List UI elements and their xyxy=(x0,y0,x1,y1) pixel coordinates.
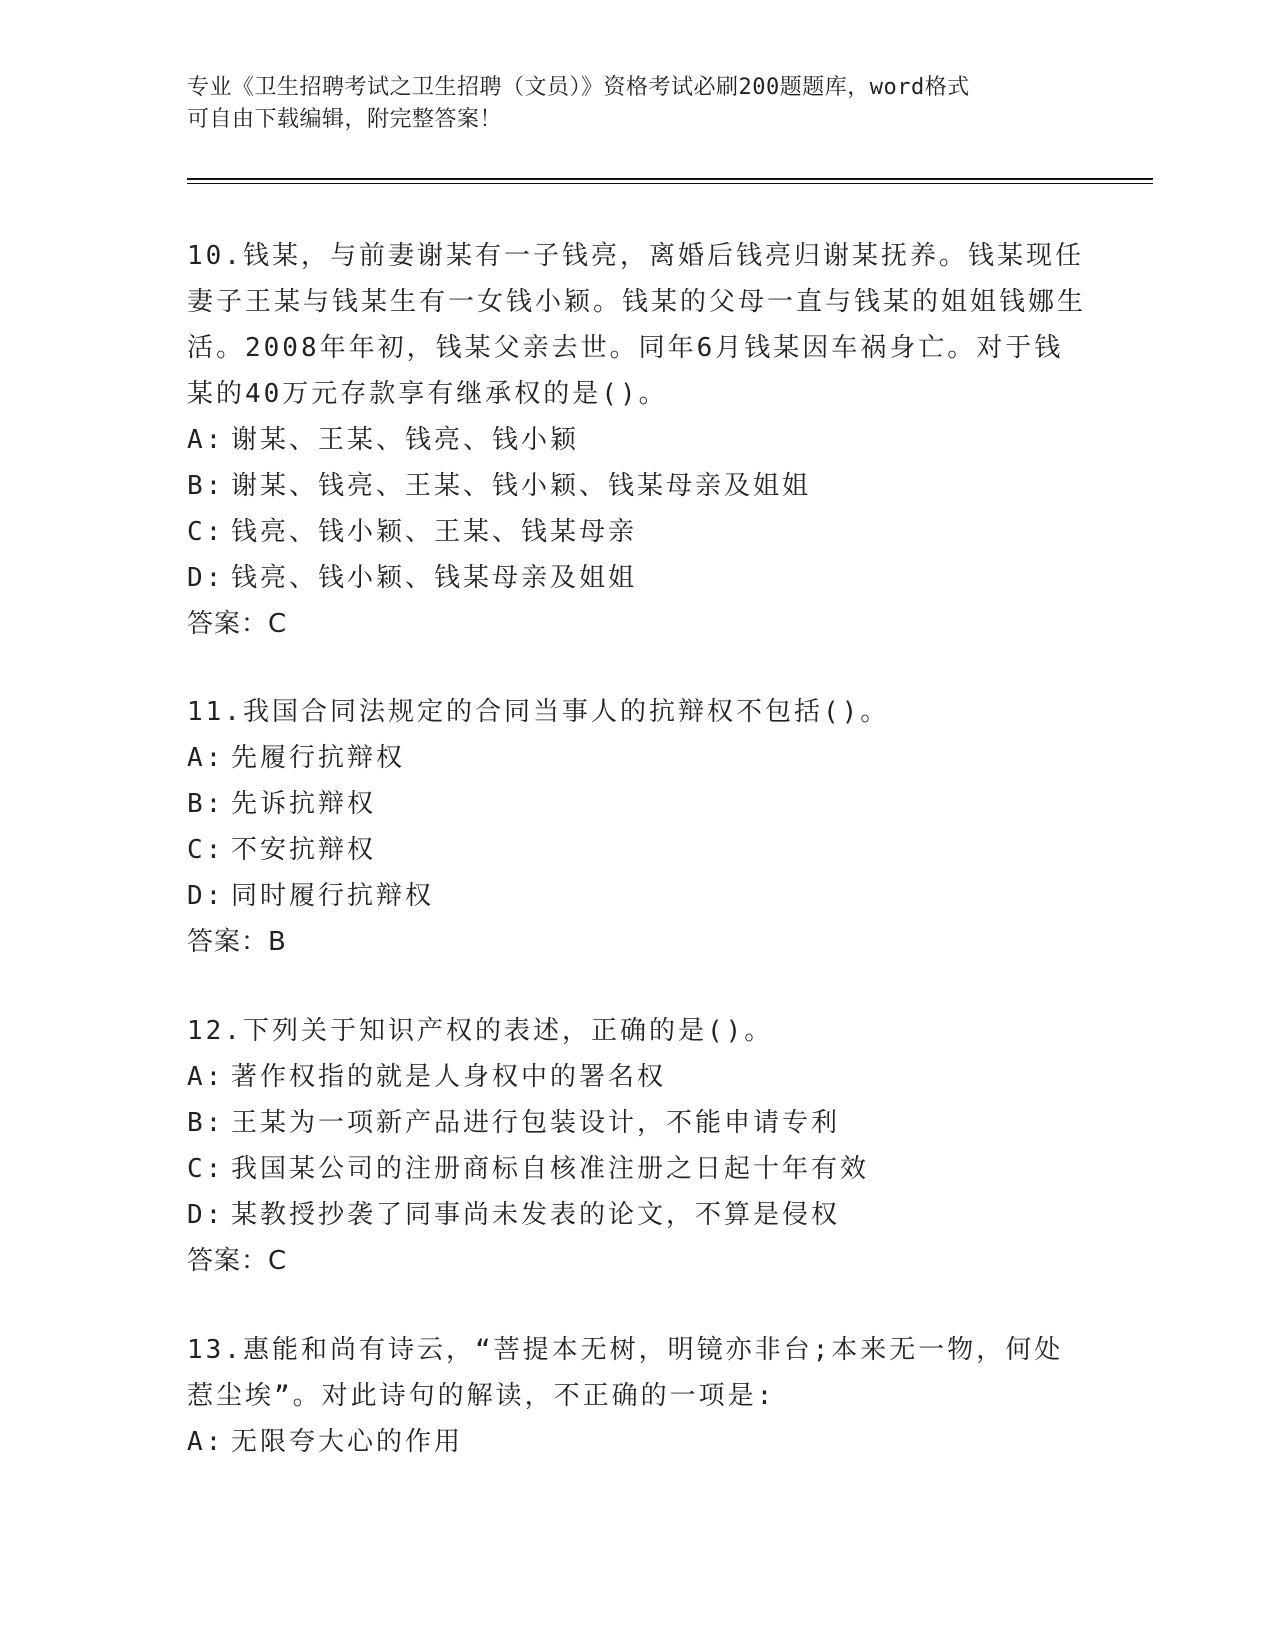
option-text: 先履行抗辩权 xyxy=(231,743,406,773)
question-stem: 13.惠能和尚有诗云，“菩提本无树，明镜亦非台;本来无一物，何处惹尘埃”。对此诗句的解读，不正确的一项是: xyxy=(187,1335,1064,1411)
option-letter: C: xyxy=(187,517,225,547)
question-stem: 10.钱某，与前妻谢某有一子钱亮，离婚后钱亮归谢某抚养。钱某现任妻子王某与钱某生有一女钱小颖。钱某的父母一直与钱某的姐姐钱娜生活。2008年年初，钱某父亲去世。同年6月钱某因车祸身亡。对于钱某的40万元存款享有继承权的是()。 xyxy=(187,241,1087,409)
document-header xyxy=(187,72,1087,136)
option-letter: D: xyxy=(187,1200,225,1230)
option-text: 某教授抄袭了同事尚未发表的论文，不算是侵权 xyxy=(231,1200,841,1230)
answer-line: 答案：C xyxy=(187,1246,288,1276)
option-text: 钱亮、钱小颖、王某、钱某母亲 xyxy=(231,517,638,547)
question-stem: 11.我国合同法规定的合同当事人的抗辩权不包括()。 xyxy=(187,697,890,727)
option-b xyxy=(187,463,1087,509)
option-letter: A: xyxy=(187,425,225,455)
option-letter: A: xyxy=(187,1062,225,1092)
option-letter: B: xyxy=(187,1108,225,1138)
option-d xyxy=(187,1192,1087,1238)
option-c xyxy=(187,509,1087,555)
option-a xyxy=(187,1419,1087,1465)
option-c xyxy=(187,827,1087,873)
header-divider-thin xyxy=(187,183,1153,184)
question-stem: 12.下列关于知识产权的表述，正确的是()。 xyxy=(187,1016,774,1046)
option-letter: A: xyxy=(187,743,225,773)
question-10 xyxy=(187,233,1087,647)
answer-line: 答案：C xyxy=(187,609,288,639)
option-letter: D: xyxy=(187,881,225,911)
option-d xyxy=(187,873,1087,919)
option-c xyxy=(187,1146,1087,1192)
option-b xyxy=(187,1100,1087,1146)
header-title-line-1: 专业《卫生招聘考试之卫生招聘（文员）》资格考试必刷200题题库，word格式 xyxy=(187,75,970,100)
option-text: 谢某、钱亮、王某、钱小颖、钱某母亲及姐姐 xyxy=(231,471,812,501)
option-text: 著作权指的就是人身权中的署名权 xyxy=(231,1062,667,1092)
option-text: 钱亮、钱小颖、钱某母亲及姐姐 xyxy=(231,563,638,593)
option-letter: A: xyxy=(187,1427,225,1457)
option-b xyxy=(187,781,1087,827)
option-d xyxy=(187,555,1087,601)
option-text: 先诉抗辩权 xyxy=(231,789,377,819)
option-text: 不安抗辩权 xyxy=(231,835,377,865)
question-12 xyxy=(187,1008,1087,1284)
option-text: 无限夸大心的作用 xyxy=(231,1427,464,1457)
option-text: 谢某、王某、钱亮、钱小颖 xyxy=(231,425,580,455)
question-13 xyxy=(187,1327,1087,1465)
option-letter: B: xyxy=(187,471,225,501)
option-text: 王某为一项新产品进行包装设计，不能申请专利 xyxy=(231,1108,841,1138)
option-a xyxy=(187,1054,1087,1100)
answer-line: 答案：B xyxy=(187,927,287,957)
option-a xyxy=(187,417,1087,463)
question-11 xyxy=(187,689,1087,965)
header-title-line-2: 可自由下载编辑，附完整答案！ xyxy=(187,107,503,132)
option-letter: C: xyxy=(187,1154,225,1184)
option-a xyxy=(187,735,1087,781)
option-letter: B: xyxy=(187,789,225,819)
option-text: 我国某公司的注册商标自核准注册之日起十年有效 xyxy=(231,1154,870,1184)
option-text: 同时履行抗辩权 xyxy=(231,881,435,911)
header-divider-thick xyxy=(187,178,1153,180)
option-letter: D: xyxy=(187,563,225,593)
option-letter: C: xyxy=(187,835,225,865)
